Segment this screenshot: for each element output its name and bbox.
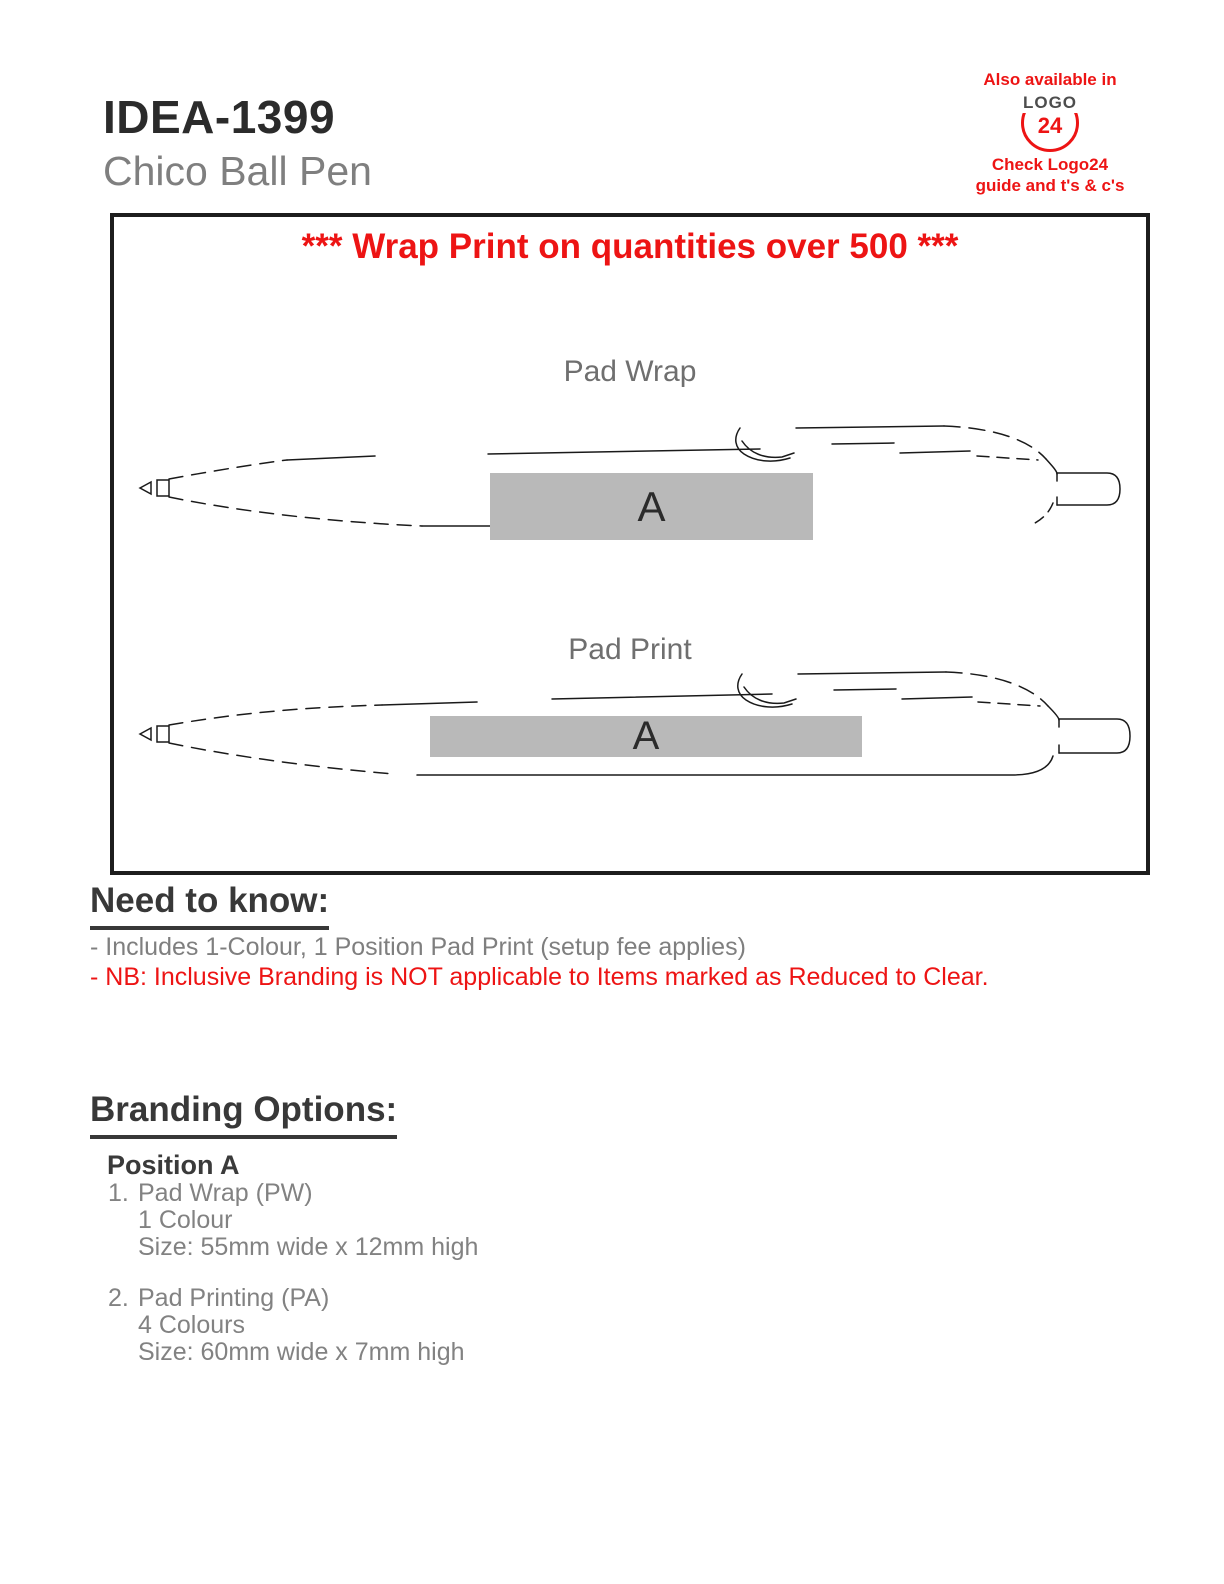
need-to-know-item-nb: - NB: Inclusive Branding is NOT applicable to Items marked as Reduced to Clear. <box>90 963 989 991</box>
branding-options-heading: Branding Options: <box>90 1090 397 1139</box>
print-area-pad-print <box>430 716 862 757</box>
pad-wrap-label: Pad Wrap <box>563 355 697 388</box>
position-letter: A <box>632 714 660 758</box>
logo24-word: LOGO <box>1020 93 1080 113</box>
option-name: Pad Wrap (PW) <box>138 1179 313 1207</box>
branding-option-1 <box>108 1180 708 1261</box>
option-colours: 4 Colours <box>138 1311 245 1339</box>
option-colours: 1 Colour <box>138 1206 233 1234</box>
branding-options-list <box>108 1180 708 1390</box>
position-letter: A <box>637 482 666 530</box>
logo24-check-line-1: Check Logo24 <box>991 155 1109 174</box>
page-title: IDEA-1399 <box>103 91 336 143</box>
logo24-icon <box>1021 94 1079 152</box>
logo24-block <box>950 70 1150 196</box>
branding-option-2 <box>108 1285 708 1366</box>
diagram-box <box>110 213 1150 875</box>
wrap-print-warning: *** Wrap Print on quantities over 500 *** <box>301 227 959 266</box>
logo24-number: 24 <box>1037 113 1063 138</box>
pad-print-label: Pad Print <box>568 633 692 666</box>
logo24-check-line-2: guide and t's & c's <box>975 176 1125 195</box>
option-size: Size: 60mm wide x 7mm high <box>138 1338 465 1366</box>
need-to-know-item: - Includes 1-Colour, 1 Position Pad Print (setup fee applies) <box>90 933 746 961</box>
need-to-know-heading: Need to know: <box>90 881 329 930</box>
position-a-title: Position A <box>107 1150 240 1180</box>
option-name: Pad Printing (PA) <box>138 1284 330 1312</box>
option-size: Size: 55mm wide x 12mm high <box>138 1233 479 1261</box>
product-subtitle: Chico Ball Pen <box>103 148 372 194</box>
also-available-label: Also available in <box>983 70 1117 89</box>
option-number: 1. <box>108 1179 129 1207</box>
print-area-pad-wrap <box>490 473 813 540</box>
option-number: 2. <box>108 1284 129 1312</box>
